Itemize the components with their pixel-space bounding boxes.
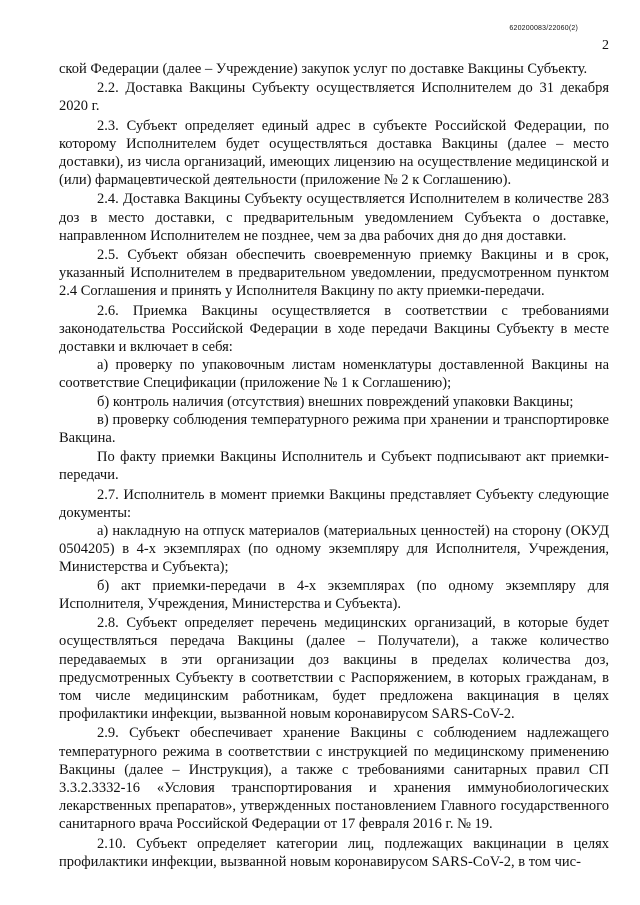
- paragraph-2-8: 2.8. Субъект определяет перечень медицинских организаций, в которые будет осуществляться передача Вакцины (далее – Получатели), а также количество передаваемых в эти организации доз вакцины в пределах количества доз, предусмотренных Субъекту в соответствии с Распоряжением, в которых гражданам, в том числе медицинским работникам, будет предложена вакцинация в целях профилактики инфекции, вызванной новым коронавирусом SARS-CoV-2.: [59, 615, 609, 723]
- document-body: [59, 60, 609, 871]
- paragraph-2-7-a: а) накладную на отпуск материалов (материальных ценностей) на сторону (ОКУД 0504205) в 4-х экземплярах (по одному экземпляру для Исполнителя, Учреждения, Министерства и Субъекта);: [59, 523, 609, 576]
- paragraph-2-3: 2.3. Субъект определяет единый адрес в субъекте Российской Федерации, по которому Исполнителем будет осуществляться доставка Вакцины (далее – место доставки), из числа организаций, имеющих лицензию на осуществление медицинской и (или) фармацевтической деятельности (приложение № 2 к Соглашению).: [59, 117, 609, 189]
- paragraph-2-5: 2.5. Субъект обязан обеспечить своевременную приемку Вакцины и в срок, указанный Исполнителем в предварительном уведомлении, предусмотренном пунктом 2.4 Соглашения и принять у Исполнителя Вакцину по акту приемки-передачи.: [59, 247, 609, 300]
- paragraph-continuation: ской Федерации (далее – Учреждение) закупок услуг по доставке Вакцины Субъекту.: [59, 61, 588, 77]
- paragraph-2-2: 2.2. Доставка Вакцины Субъекту осуществляется Исполнителем до 31 декабря 2020 г.: [59, 80, 609, 115]
- paragraph-2-6: 2.6. Приемка Вакцины осуществляется в соответствии с требованиями законодательства Российской Федерации в ходе передачи Вакцины Субъекту в месте доставки и включает в себя:: [59, 302, 609, 356]
- paragraph-2-7-b: б) акт приемки-передачи в 4-х экземплярах (по одному экземпляру для Исполнителя, Учреждения, Министерства и Субъекта).: [59, 577, 609, 612]
- paragraph-2-7: 2.7. Исполнитель в момент приемки Вакцины представляет Субъекту следующие документы:: [59, 486, 609, 521]
- paragraph-2-6-v: в) проверку соблюдения температурного режима при хранении и транспортировке Вакцина.: [59, 411, 609, 447]
- paragraph-2-4: 2.4. Доставка Вакцины Субъекту осуществляется Исполнителем в количестве 283 доз в место доставки, с предварительным уведомлением Субъекта о доставке, направленном Исполнителем не позднее, чем за два рабочих дня до дня доставки.: [59, 191, 609, 244]
- paragraph-2-10: 2.10. Субъект определяет категории лиц, подлежащих вакцинации в целях профилактики инфекции, вызванной новым коронавирусом SARS-CoV-2, в том чис-: [59, 835, 609, 870]
- paragraph-2-9: 2.9. Субъект обеспечивает хранение Вакцины с соблюдением надлежащего температурного режима в соответствии с инструкцией по медицинскому применению Вакцины (далее – Инструкция), а также с требованиями санитарных правил СП 3.3.2.3332-16 «Условия транспортирования и хранения иммунобиологических лекарственных препаратов», утвержденных постановлением Главного государственного санитарного врача Российской Федерации от 17 февраля 2016 г. № 19.: [59, 725, 609, 833]
- paragraph-acceptance-act: По факту приемки Вакцины Исполнитель и Субъект подписывают акт приемки-передачи.: [59, 449, 609, 484]
- paragraph-2-6-b: б) контроль наличия (отсутствия) внешних повреждений упаковки Вакцины;: [97, 393, 574, 410]
- paragraph-2-6-a: а) проверку по упаковочным листам номенклатуры доставленной Вакцины на соответствие Спецификации (приложение № 1 к Соглашению);: [59, 357, 609, 392]
- page-number: 2: [602, 38, 609, 53]
- document-code: 620200083/22060(2): [509, 25, 578, 32]
